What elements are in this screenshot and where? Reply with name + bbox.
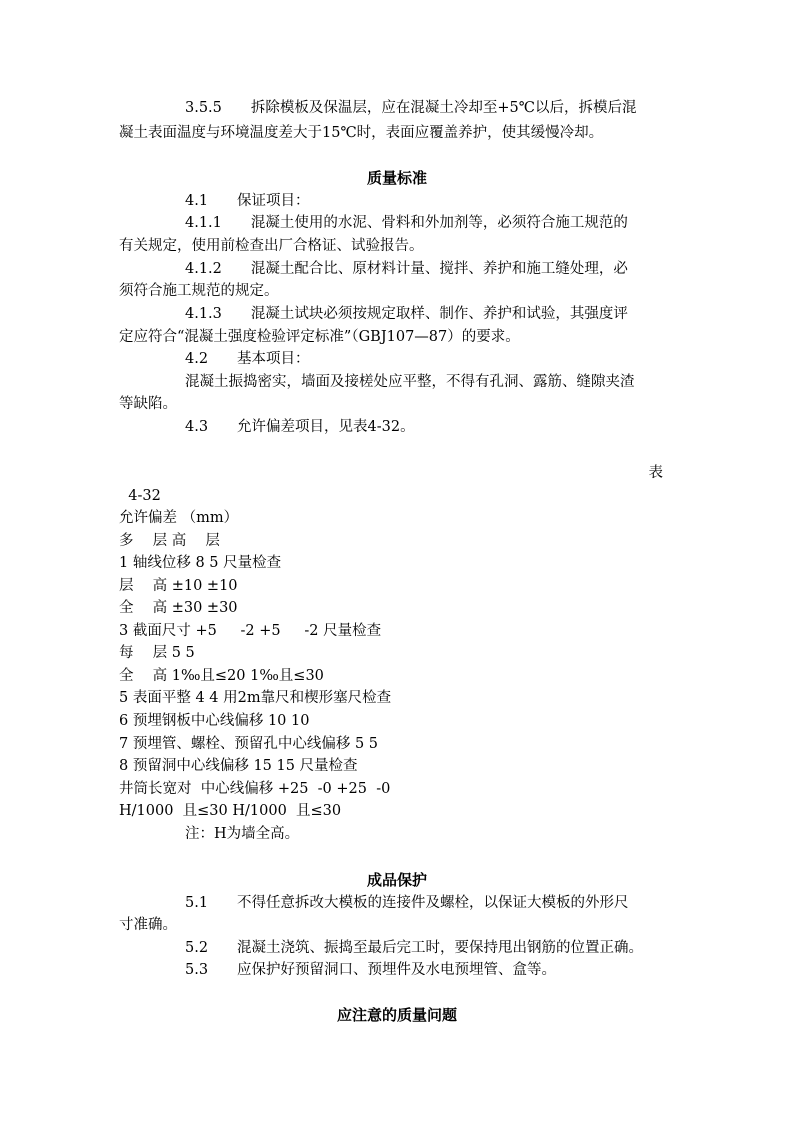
- item-4-1-1-line-1: 4.1.1 混凝土使用的水泥、骨料和外加剂等，必须符合施工规范的: [185, 215, 628, 231]
- item-4-1-2-line-2: 须符合施工规范的规定。: [119, 283, 279, 299]
- table-line: 4-32: [119, 488, 161, 504]
- table-line: 8 预留洞中心线偏移 15 15 尺量检查: [119, 758, 358, 774]
- table-line: 全 高 1‰且≤20 1‰且≤30: [119, 668, 324, 684]
- item-4-2-text-line-1: 混凝土振捣密实，墙面及接槎处应平整，不得有孔洞、露筋、缝隙夹渣: [185, 374, 635, 390]
- table-line: 多 层 高 层: [119, 533, 220, 549]
- table-line: 层 高 ±10 ±10: [119, 578, 238, 594]
- paragraph-3-5-5-line-2: 凝土表面温度与环境温度差大于15℃时，表面应覆盖养护，使其缓慢冷却。: [119, 125, 604, 141]
- item-4-1-3-line-1: 4.1.3 混凝土试块必须按规定取样、制作、养护和试验，其强度评: [185, 306, 628, 322]
- section-heading-quality-issues: 应注意的质量问题: [336, 1006, 457, 1024]
- item-4-2: 4.2 基本项目：: [185, 351, 310, 367]
- table-note: 注：H为墙全高。: [185, 826, 300, 842]
- item-5-2: 5.2 混凝土浇筑、振捣至最后完工时，要保持甩出钢筋的位置正确。: [185, 940, 644, 956]
- table-line: 井筒长宽对 中心线偏移 +25 -0 +25 -0: [119, 781, 391, 797]
- table-line: 5 表面平整 4 4 用2m靠尺和楔形塞尺检查: [119, 690, 392, 706]
- item-4-1-3-line-2: 定应符合“混凝土强度检验评定标准”（GBJ107—87）的要求。: [119, 329, 520, 345]
- section-heading-product-protection: 成品保护: [366, 871, 427, 889]
- item-4-2-text-line-2: 等缺陷。: [119, 396, 177, 412]
- table-line: 3 截面尺寸 +5 -2 +5 -2 尺量检查: [119, 623, 382, 639]
- table-line: 6 预埋钢板中心线偏移 10 10: [119, 713, 310, 729]
- item-4-3: 4.3 允许偏差项目，见表4-32。: [185, 419, 415, 435]
- section-heading-quality-standard: 质量标准: [366, 169, 427, 187]
- table-label: 表: [648, 465, 663, 481]
- table-line: 全 高 ±30 ±30: [119, 600, 238, 616]
- item-4-1: 4.1 保证项目：: [185, 193, 310, 209]
- item-5-1-line-1: 5.1 不得任意拆改大模板的连接件及螺栓，以保证大模板的外形尺: [185, 895, 629, 911]
- item-5-1-line-2: 寸准确。: [119, 917, 177, 933]
- item-4-1-1-line-2: 有关规定，使用前检查出厂合格证、试验报告。: [119, 238, 424, 254]
- table-line: 每 层 5 5: [119, 645, 195, 661]
- paragraph-3-5-5-line-1: 3.5.5 拆除模板及保温层，应在混凝土冷却至+5℃以后，拆模后混: [185, 100, 637, 116]
- table-line: 7 预埋管、螺栓、预留孔中心线偏移 5 5: [119, 736, 379, 752]
- table-line: 1 轴线位移 8 5 尺量检查: [119, 555, 282, 571]
- item-4-1-2-line-1: 4.1.2 混凝土配合比、原材料计量、搅拌、养护和施工缝处理，必: [185, 261, 628, 277]
- table-line: H/1000 且≤30 H/1000 且≤30: [119, 803, 342, 819]
- item-5-3: 5.3 应保护好预留洞口、预埋件及水电预埋管、盒等。: [185, 962, 557, 978]
- table-line: 允许偏差 （mm）: [119, 510, 239, 526]
